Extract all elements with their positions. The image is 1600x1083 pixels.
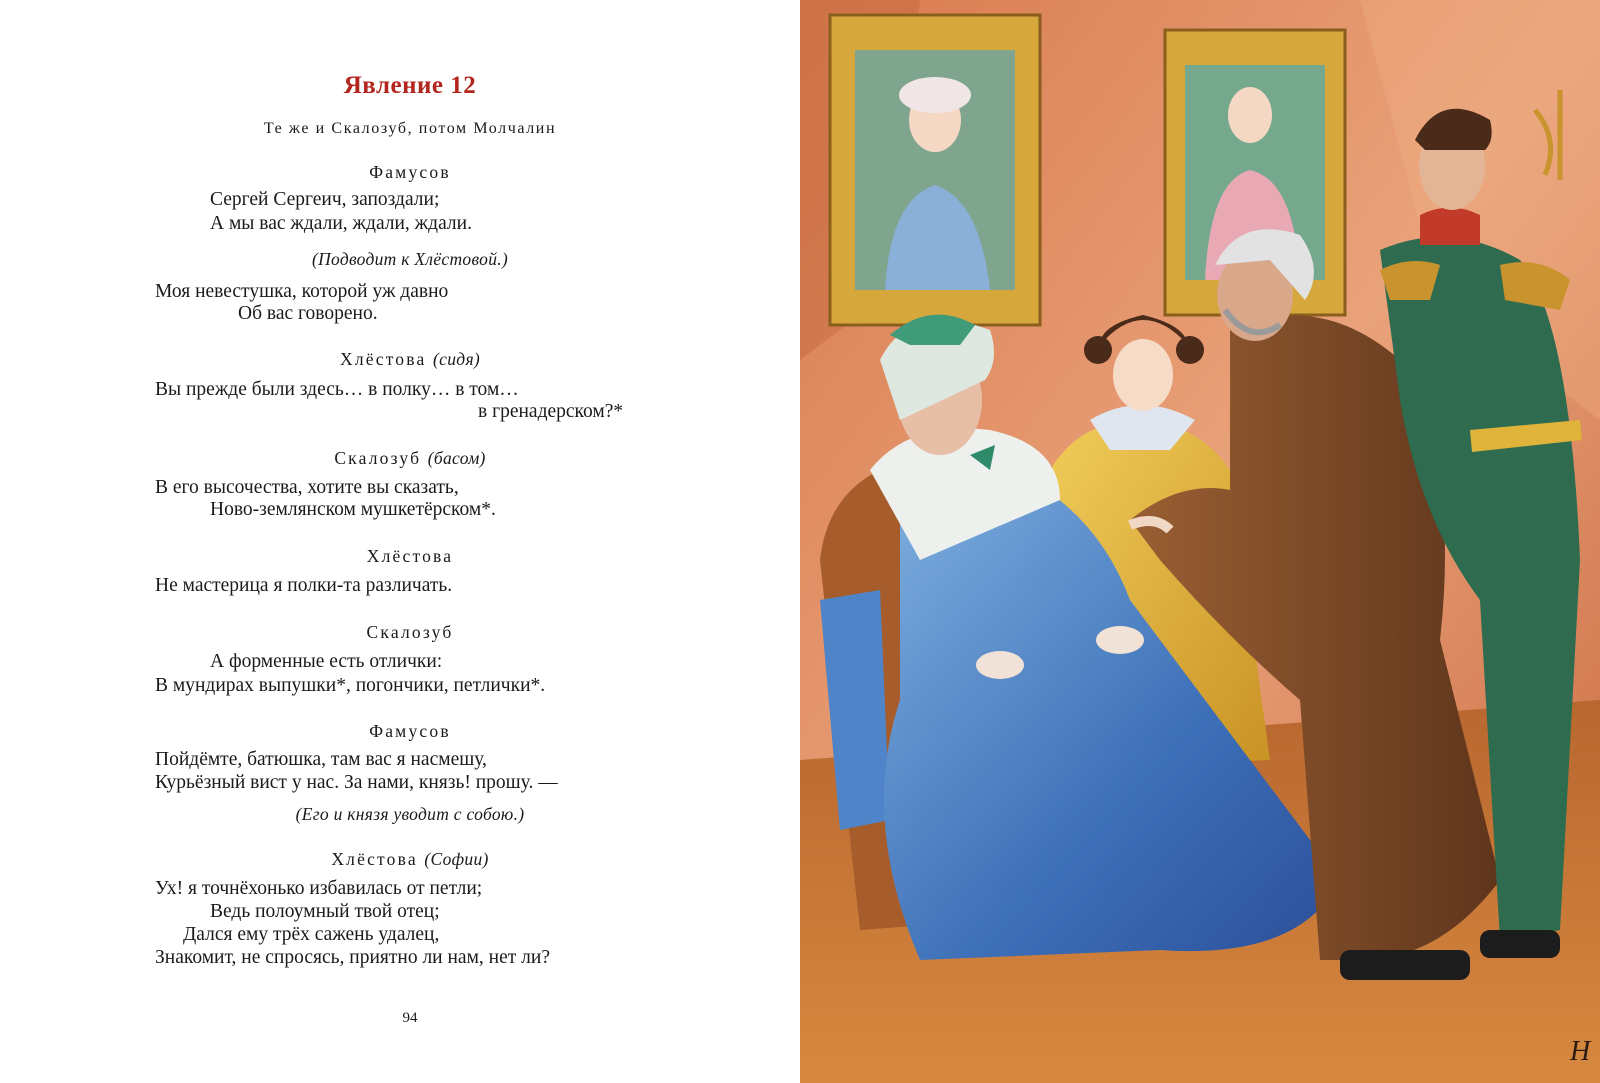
- illustration-salon-scene: [800, 0, 1600, 1083]
- speaker-label: Фамусов: [369, 162, 451, 182]
- scene-heading: Явление 12: [343, 72, 477, 99]
- page-number: 94: [402, 1010, 418, 1026]
- verse-line: Курьёзный вист у нас. За нами, князь! прошу. —: [155, 772, 558, 793]
- verse-line: В мундирах выпушки*, погончики, петлички*.: [155, 675, 546, 696]
- verse-line: Не мастерица я полки-та различать.: [155, 575, 453, 596]
- verse-line: Дался ему трёх сажень удалец,: [183, 924, 440, 945]
- verse-line: Ново-землянском мушкетёрском*.: [210, 499, 496, 520]
- verse-line: Моя невестушка, которой уж давно: [155, 281, 449, 302]
- stage-direction: (Его и князя уводит с собою.): [295, 804, 525, 824]
- verse-line: в гренадерском?*: [478, 401, 624, 422]
- verse-line: Пойдёмте, батюшка, там вас я насмешу,: [155, 749, 487, 770]
- verse-line: Ведь полоумный твой отец;: [210, 901, 440, 922]
- speaker-label: Хлёстова (сидя): [339, 349, 481, 369]
- verse-line: Вы прежде были здесь… в полку… в том…: [155, 379, 519, 400]
- verse-line: Знакомит, не спросясь, приятно ли нам, нет ли?: [155, 947, 550, 968]
- speaker-label: Скалозуб: [366, 622, 454, 642]
- stage-direction: (Подводит к Хлёстовой.): [311, 249, 509, 269]
- artist-signature: Н: [1570, 1036, 1591, 1067]
- speaker-label: Скалозуб (басом): [334, 448, 486, 468]
- speaker-label: Фамусов: [369, 721, 451, 741]
- verse-line: Сергей Сергеич, запоздали;: [210, 189, 440, 210]
- verse-line: А форменные есть отлички:: [210, 651, 443, 672]
- verse-line: Об вас говорено.: [238, 303, 378, 324]
- cast-note: Те же и Скалозуб, потом Молчалин: [263, 120, 557, 137]
- verse-line: А мы вас ждали, ждали, ждали.: [210, 213, 472, 234]
- verse-line: Ух! я точнёхонько избавилась от петли;: [155, 878, 483, 899]
- speaker-label: Хлёстова (Софии): [331, 849, 489, 869]
- verse-line: В его высочества, хотите вы сказать,: [155, 477, 459, 498]
- portrait-frame-left: [830, 15, 1040, 325]
- speaker-label: Хлёстова: [366, 546, 454, 566]
